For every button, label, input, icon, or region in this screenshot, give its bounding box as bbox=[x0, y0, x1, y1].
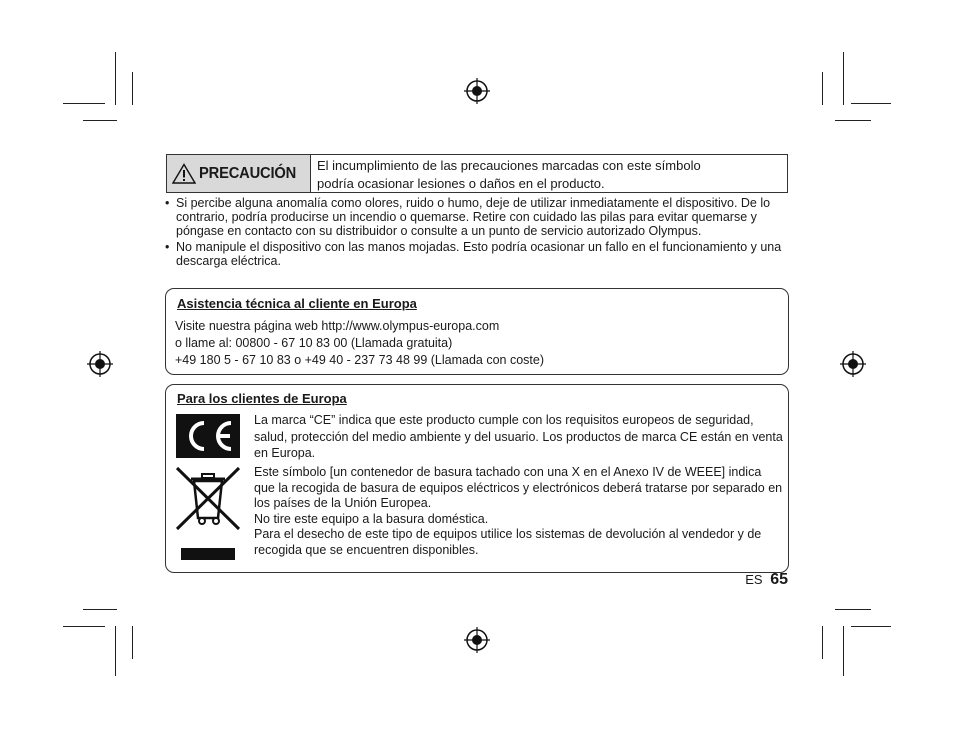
weee-description bbox=[254, 465, 784, 558]
page-footer bbox=[745, 571, 788, 589]
caution-bullet-list bbox=[165, 196, 790, 269]
support-line: +49 180 5 - 67 10 83 o +49 40 - 237 73 48 99 (Llamada con coste) bbox=[175, 353, 545, 367]
registration-mark-icon bbox=[464, 627, 490, 653]
ce-mark-icon bbox=[176, 414, 240, 458]
list-item: • Si percibe alguna anomalía como olores, ruido o humo, deje de utilizar inmediatamente el dispositivo. De lo contrario, podría producirse un incendio o quemarse. Retire con cuidado las pilas para evitar quemarse y póngase en contacto con su distribuidor o consulte a un punto de servicio autorizado Olympus. bbox=[165, 196, 771, 239]
support-box bbox=[165, 288, 789, 375]
language-code: ES bbox=[745, 572, 763, 587]
caution-text-line: podría ocasionar lesiones o daños en el producto. bbox=[317, 176, 605, 191]
caution-label-cell bbox=[167, 155, 311, 192]
list-item: • No manipule el dispositivo con las manos mojadas. Esto podría ocasionar un fallo en el funcionamiento y una descarga eléctrica. bbox=[165, 239, 782, 268]
weee-line: Este símbolo [un contenedor de basura tachado con una X en el Anexo IV de WEEE] indica que la recogida de basura de equipos eléctricos y electrónicos deberá tratarse por separado en los países de la Unión Europea. bbox=[254, 465, 783, 510]
page-number: 65 bbox=[770, 571, 788, 588]
caution-text-line: El incumplimiento de las precauciones marcadas con este símbolo bbox=[317, 158, 701, 173]
europe-heading: Para los clientes de Europa bbox=[177, 391, 347, 406]
caution-text bbox=[311, 155, 787, 192]
caution-box bbox=[166, 154, 788, 193]
support-line: Visite nuestra página web http://www.olympus-europa.com bbox=[175, 319, 500, 333]
support-line: o llame al: 00800 - 67 10 83 00 (Llamada gratuita) bbox=[175, 336, 453, 350]
registration-mark-icon bbox=[840, 351, 866, 377]
ce-description: La marca “CE” indica que este producto cumple con los requisitos europeos de seguridad, salud, protección del medio ambiente y del usuario. Los productos de marca CE están en venta en Europa. bbox=[254, 413, 783, 460]
weee-line: Para el desecho de este tipo de equipos utilice los sistemas de devolución al vendedor y de recogida que se encuentren disponibles. bbox=[254, 527, 762, 557]
support-lines bbox=[175, 318, 544, 369]
europe-box bbox=[165, 384, 789, 573]
registration-mark-icon bbox=[464, 78, 490, 104]
crossed-bin-icon bbox=[175, 466, 241, 531]
registration-mark-icon bbox=[87, 351, 113, 377]
weee-line: No tire este equipo a la basura doméstica. bbox=[254, 511, 489, 526]
bullet-text: Si percibe alguna anomalía como olores, ruido o humo, deje de utilizar inmediatamente el dispositivo. De lo contrario, podría producirse un incendio o quemarse. Retire con cuidado las pilas para evitar quemarse y póngase en contacto con su distribuidor o consulte a un punto de servicio autorizado Olympus. bbox=[176, 196, 771, 239]
caution-label: PRECAUCIÓN bbox=[199, 164, 297, 182]
warning-triangle-icon bbox=[172, 163, 196, 184]
support-heading: Asistencia técnica al cliente en Europa bbox=[177, 296, 417, 311]
bullet-text: No manipule el dispositivo con las manos mojadas. Esto podría ocasionar un fallo en el funcionamiento y una descarga eléctrica. bbox=[176, 239, 782, 268]
weee-bar bbox=[181, 548, 235, 560]
